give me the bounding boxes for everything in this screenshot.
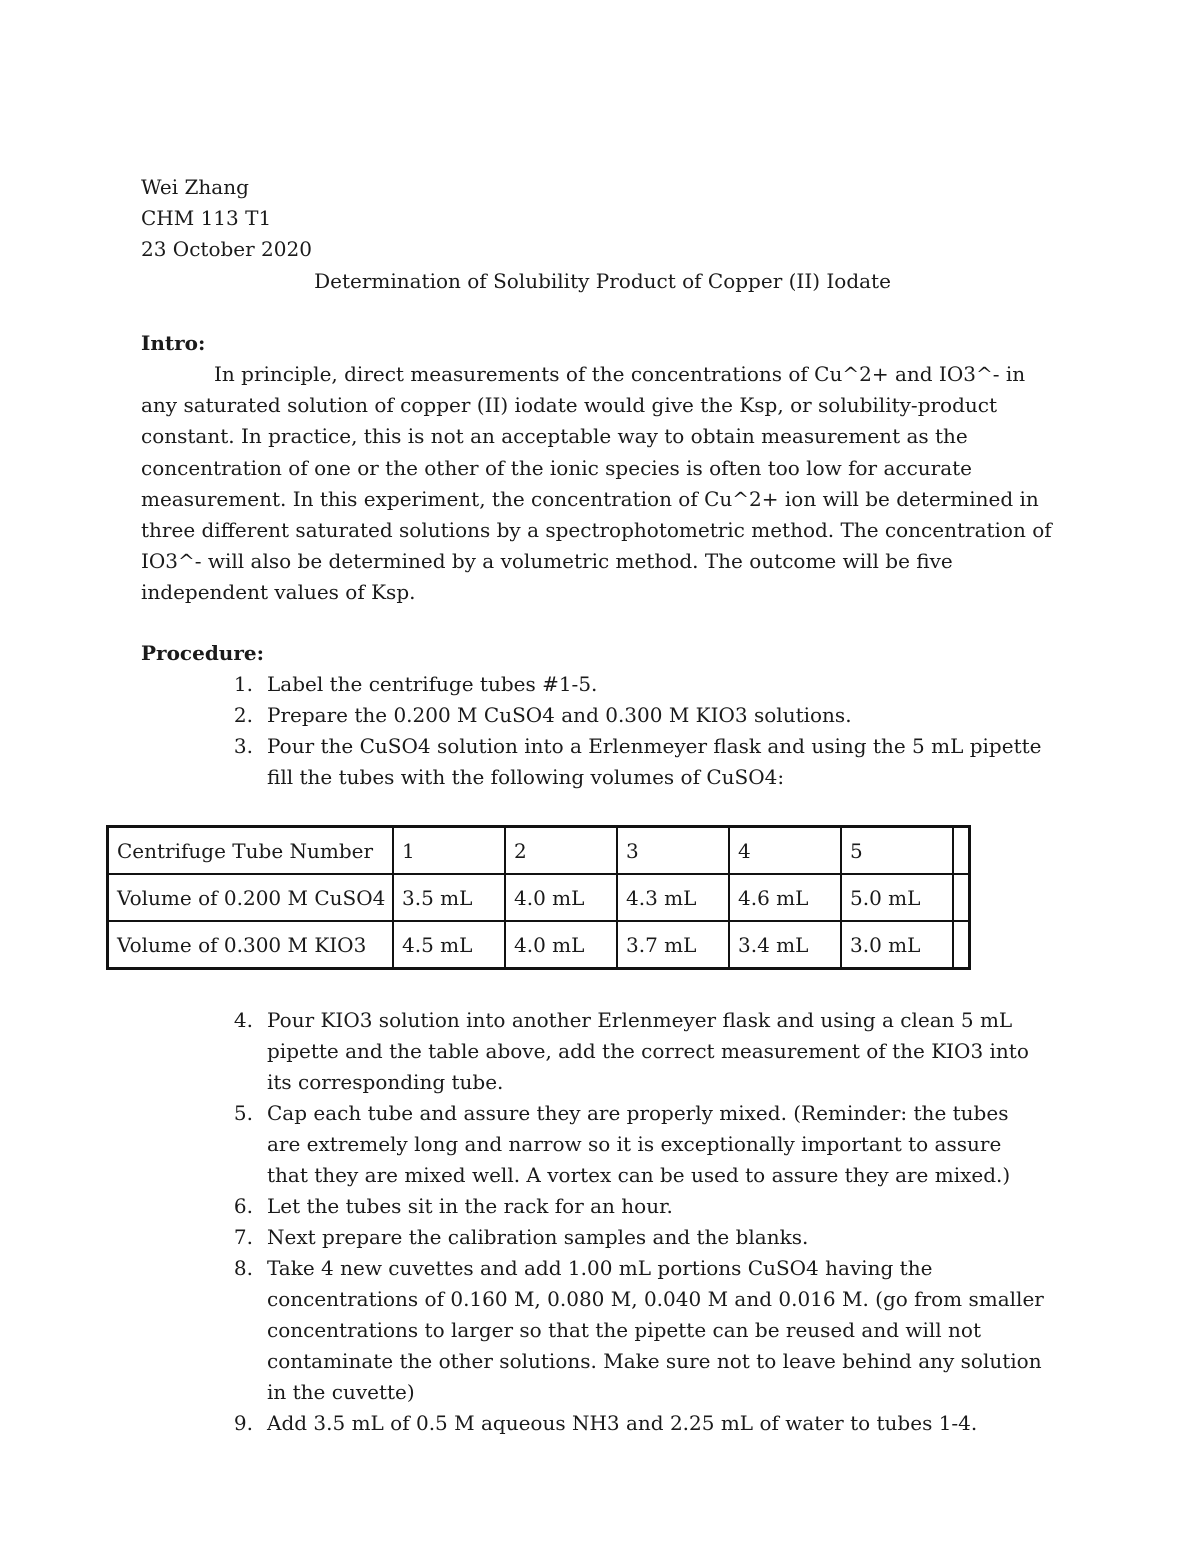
- procedure-step: [141, 1253, 1061, 1408]
- intro-paragraph: In principle, direct measurements of the concentrations of Cu^2+ and IO3^- in any saturated solution of copper (II) iodate would give the Ksp, or solubility-product constant. In practice, this is not an acceptable way to obtain measurement as the concentration of one or the other of the ionic species is often too low for accurate measurement. In this experiment, the concentration of Cu^2+ ion will be determined in three different saturated solutions by a spectrophotometric method. The concentration of IO3^- will also be determined by a volumetric method. The outcome will be five independent values of Ksp.: [141, 362, 1052, 605]
- document-date: 23 October 2020: [141, 237, 312, 261]
- table-row: [108, 827, 970, 875]
- table-cell: 4.6 mL: [729, 874, 841, 921]
- step-text: Take 4 new cuvettes and add 1.00 mL portions CuSO4 having the concentrations of 0.160 M, 0.080 M, 0.040 M and 0.016 M. (go from smaller concentrations to larger so that the pipette can be reused and will not contaminate the other solutions. Make sure not to leave behind any solution in the cuvette): [267, 1256, 1044, 1404]
- step-number: 6.: [233, 1194, 253, 1218]
- step-text: Pour KIO3 solution into another Erlenmeyer flask and using a clean 5 mL pipette and the table above, add the correct measurement of the KIO3 into its corresponding tube.: [267, 1008, 1029, 1094]
- table-row-label: Centrifuge Tube Number: [108, 827, 394, 875]
- procedure-step: [141, 1005, 1061, 1098]
- step-text: Prepare the 0.200 M CuSO4 and 0.300 M KIO3 solutions.: [267, 703, 852, 727]
- table-cell: 5.0 mL: [841, 874, 953, 921]
- step-text: Let the tubes sit in the rack for an hour.: [267, 1194, 673, 1218]
- step-number: 9.: [233, 1411, 253, 1435]
- volumes-table-container: [106, 825, 971, 970]
- table-cell: [953, 827, 970, 875]
- procedure-step: [141, 700, 1061, 731]
- volumes-table: [106, 825, 971, 970]
- step-text: Next prepare the calibration samples and the blanks.: [267, 1225, 809, 1249]
- step-text: Add 3.5 mL of 0.5 M aqueous NH3 and 2.25 mL of water to tubes 1-4.: [267, 1411, 978, 1435]
- table-cell: 4: [729, 827, 841, 875]
- step-text: Pour the CuSO4 solution into a Erlenmeyer flask and using the 5 mL pipette fill the tubes with the following volumes of CuSO4:: [267, 734, 1042, 789]
- procedure-steps-before-table: [141, 669, 1061, 793]
- step-text: Cap each tube and assure they are properly mixed. (Reminder: the tubes are extremely long and narrow so it is exceptionally important to assure that they are mixed well. A vortex can be used to assure they are mixed.): [267, 1101, 1011, 1187]
- intro-heading: Intro:: [141, 331, 206, 355]
- table-cell: 4.5 mL: [393, 921, 505, 969]
- table-cell: [953, 874, 970, 921]
- table-row: [108, 921, 970, 969]
- procedure-heading: Procedure:: [141, 641, 264, 665]
- procedure-step: [141, 731, 1061, 793]
- step-number: 2.: [233, 703, 253, 727]
- table-cell: 3.4 mL: [729, 921, 841, 969]
- table-cell: 3.5 mL: [393, 874, 505, 921]
- course-code: CHM 113 T1: [141, 206, 272, 230]
- step-number: 7.: [233, 1225, 253, 1249]
- author-name: Wei Zhang: [141, 175, 249, 199]
- procedure-step: [141, 1098, 1061, 1191]
- table-cell: 5: [841, 827, 953, 875]
- procedure-step: [141, 1408, 1061, 1439]
- step-text: Label the centrifuge tubes #1-5.: [267, 672, 598, 696]
- table-cell: 1: [393, 827, 505, 875]
- procedure-step: [141, 1191, 1061, 1222]
- table-cell: 3.7 mL: [617, 921, 729, 969]
- step-number: 1.: [233, 672, 253, 696]
- procedure-step: [141, 669, 1061, 700]
- step-number: 5.: [233, 1101, 253, 1125]
- table-cell: [953, 921, 970, 969]
- procedure-steps-after-table: [141, 1005, 1061, 1439]
- table-row-label: Volume of 0.200 M CuSO4: [108, 874, 394, 921]
- table-cell: 2: [505, 827, 617, 875]
- step-number: 4.: [233, 1008, 253, 1032]
- table-cell: 3: [617, 827, 729, 875]
- table-cell: 4.3 mL: [617, 874, 729, 921]
- table-row-label: Volume of 0.300 M KIO3: [108, 921, 394, 969]
- table-cell: 4.0 mL: [505, 874, 617, 921]
- step-number: 3.: [233, 734, 253, 758]
- procedure-step: [141, 1222, 1061, 1253]
- table-cell: 4.0 mL: [505, 921, 617, 969]
- step-number: 8.: [233, 1256, 253, 1280]
- table-row: [108, 874, 970, 921]
- table-cell: 3.0 mL: [841, 921, 953, 969]
- document-title: Determination of Solubility Product of Copper (II) Iodate: [314, 269, 891, 293]
